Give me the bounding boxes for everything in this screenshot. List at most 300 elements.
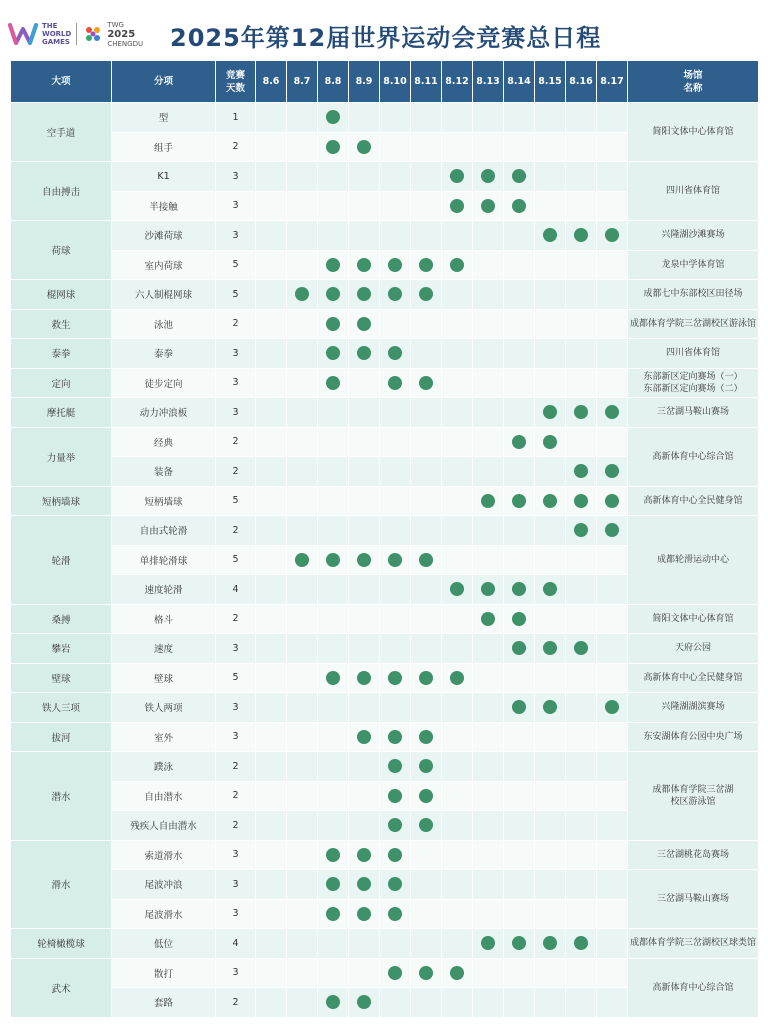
date-cell [349, 693, 380, 723]
date-cell [473, 840, 504, 870]
date-cell [504, 162, 535, 192]
date-cell [256, 545, 287, 575]
competition-day-dot-icon [512, 582, 526, 596]
venue-cell: 东安湖体育公园中央广场 [628, 722, 759, 752]
competition-day-dot-icon [357, 553, 371, 567]
days-cell: 3 [216, 162, 256, 192]
logo-left-text: THE WORLD GAMES [42, 22, 72, 46]
date-cell [566, 929, 597, 959]
date-cell [411, 132, 442, 162]
date-cell [442, 221, 473, 251]
schedule-table [10, 60, 759, 1018]
competition-day-dot-icon [574, 936, 588, 950]
date-cell [318, 457, 349, 487]
date-cell [380, 752, 411, 782]
category-cell: 救生 [11, 309, 112, 339]
date-cell [318, 250, 349, 280]
date-cell [380, 162, 411, 192]
table-row [11, 221, 759, 251]
date-cell [411, 634, 442, 664]
date-cell [318, 103, 349, 133]
table-row [11, 280, 759, 310]
venue-cell: 三岔湖桃花岛赛场 [628, 840, 759, 870]
date-cell [349, 663, 380, 693]
date-cell [349, 722, 380, 752]
date-cell [287, 427, 318, 457]
competition-day-dot-icon [388, 553, 402, 567]
date-cell [442, 339, 473, 369]
date-cell [442, 132, 473, 162]
date-cell [597, 752, 628, 782]
date-cell [504, 191, 535, 221]
days-cell: 3 [216, 221, 256, 251]
date-cell [256, 604, 287, 634]
date-cell [535, 457, 566, 487]
date-cell [380, 280, 411, 310]
date-cell [442, 781, 473, 811]
venue-cell: 高新体育中心综合馆 [628, 958, 759, 1017]
header-date: 8.13 [473, 61, 504, 103]
date-cell [380, 870, 411, 900]
table-row [11, 840, 759, 870]
date-cell [504, 368, 535, 398]
date-cell [473, 722, 504, 752]
date-cell [566, 545, 597, 575]
date-cell [287, 958, 318, 988]
days-cell: 3 [216, 870, 256, 900]
date-cell [597, 840, 628, 870]
days-cell: 5 [216, 250, 256, 280]
date-cell [287, 988, 318, 1018]
date-cell [473, 752, 504, 782]
days-cell: 2 [216, 132, 256, 162]
date-cell [411, 575, 442, 605]
date-cell [349, 840, 380, 870]
days-cell: 2 [216, 752, 256, 782]
competition-day-dot-icon [357, 671, 371, 685]
date-cell [597, 663, 628, 693]
world-games-logo [8, 20, 143, 48]
venue-cell: 龙泉中学体育馆 [628, 250, 759, 280]
date-cell [566, 693, 597, 723]
date-cell [411, 811, 442, 841]
days-cell: 1 [216, 103, 256, 133]
date-cell [597, 811, 628, 841]
date-cell [504, 103, 535, 133]
category-cell: 荷球 [11, 221, 112, 280]
venue-cell: 成都体育学院三岔湖校区球类馆 [628, 929, 759, 959]
competition-day-dot-icon [481, 582, 495, 596]
event-cell: 单排轮滑球 [112, 545, 216, 575]
date-cell [256, 368, 287, 398]
competition-day-dot-icon [574, 228, 588, 242]
date-cell [380, 958, 411, 988]
venue-cell: 简阳文体中心体育馆 [628, 103, 759, 162]
date-cell [566, 870, 597, 900]
date-cell [535, 398, 566, 428]
days-cell: 3 [216, 191, 256, 221]
date-cell [349, 575, 380, 605]
date-cell [380, 221, 411, 251]
date-cell [349, 988, 380, 1018]
date-cell [597, 899, 628, 929]
category-cell: 力量举 [11, 427, 112, 486]
category-cell: 武术 [11, 958, 112, 1017]
date-cell [566, 309, 597, 339]
date-cell [566, 486, 597, 516]
date-cell [504, 221, 535, 251]
days-cell: 2 [216, 781, 256, 811]
date-cell [535, 988, 566, 1018]
date-cell [473, 103, 504, 133]
date-cell [411, 929, 442, 959]
date-cell [380, 899, 411, 929]
date-cell [566, 722, 597, 752]
competition-day-dot-icon [512, 936, 526, 950]
date-cell [287, 722, 318, 752]
category-cell: 铁人三项 [11, 693, 112, 723]
competition-day-dot-icon [543, 936, 557, 950]
date-cell [473, 368, 504, 398]
date-cell [442, 929, 473, 959]
date-cell [349, 752, 380, 782]
date-cell [287, 457, 318, 487]
date-cell [442, 958, 473, 988]
competition-day-dot-icon [574, 464, 588, 478]
date-cell [349, 870, 380, 900]
date-cell [473, 693, 504, 723]
date-cell [411, 486, 442, 516]
date-cell [504, 132, 535, 162]
date-cell [504, 486, 535, 516]
header-days: 竞赛 天数 [216, 61, 256, 103]
competition-day-dot-icon [357, 730, 371, 744]
logo-right-text: TWG 2025 CHENGDU [107, 20, 144, 48]
category-cell: 潜水 [11, 752, 112, 841]
date-cell [504, 280, 535, 310]
competition-day-dot-icon [481, 936, 495, 950]
date-cell [287, 250, 318, 280]
event-cell: 残疾人自由潜水 [112, 811, 216, 841]
competition-day-dot-icon [543, 405, 557, 419]
date-cell [287, 132, 318, 162]
date-cell [535, 693, 566, 723]
competition-day-dot-icon [326, 287, 340, 301]
header-date: 8.16 [566, 61, 597, 103]
competition-day-dot-icon [419, 789, 433, 803]
date-cell [597, 693, 628, 723]
date-cell [349, 811, 380, 841]
date-cell [504, 663, 535, 693]
competition-day-dot-icon [357, 848, 371, 862]
days-cell: 5 [216, 280, 256, 310]
date-cell [256, 339, 287, 369]
date-cell [597, 339, 628, 369]
date-cell [380, 103, 411, 133]
venue-cell: 成都体育学院三岔湖 校区游泳馆 [628, 752, 759, 841]
date-cell [504, 427, 535, 457]
date-cell [566, 840, 597, 870]
date-cell [566, 191, 597, 221]
date-cell [566, 250, 597, 280]
days-cell: 4 [216, 575, 256, 605]
table-row [11, 722, 759, 752]
date-cell [473, 486, 504, 516]
table-row [11, 368, 759, 398]
date-cell [442, 280, 473, 310]
date-cell [318, 132, 349, 162]
date-cell [597, 634, 628, 664]
date-cell [504, 693, 535, 723]
table-row [11, 604, 759, 634]
competition-day-dot-icon [543, 700, 557, 714]
date-cell [349, 162, 380, 192]
date-cell [380, 604, 411, 634]
date-cell [504, 899, 535, 929]
table-row [11, 634, 759, 664]
competition-day-dot-icon [543, 228, 557, 242]
days-cell: 4 [216, 929, 256, 959]
date-cell [597, 368, 628, 398]
date-cell [442, 103, 473, 133]
date-cell [442, 693, 473, 723]
date-cell [349, 280, 380, 310]
date-cell [411, 250, 442, 280]
date-cell [318, 988, 349, 1018]
date-cell [535, 958, 566, 988]
date-cell [535, 752, 566, 782]
event-cell: 沙滩荷球 [112, 221, 216, 251]
competition-day-dot-icon [543, 435, 557, 449]
competition-day-dot-icon [419, 376, 433, 390]
date-cell [535, 339, 566, 369]
date-cell [380, 398, 411, 428]
world-games-w-icon [8, 21, 38, 47]
date-cell [256, 722, 287, 752]
days-cell: 2 [216, 811, 256, 841]
date-cell [380, 545, 411, 575]
competition-day-dot-icon [326, 877, 340, 891]
competition-day-dot-icon [295, 287, 309, 301]
date-cell [318, 162, 349, 192]
date-cell [318, 427, 349, 457]
date-cell [256, 899, 287, 929]
date-cell [287, 634, 318, 664]
date-cell [380, 457, 411, 487]
date-cell [349, 103, 380, 133]
competition-day-dot-icon [388, 258, 402, 272]
date-cell [349, 929, 380, 959]
header-date: 8.14 [504, 61, 535, 103]
date-cell [349, 132, 380, 162]
competition-day-dot-icon [512, 435, 526, 449]
date-cell [535, 309, 566, 339]
competition-day-dot-icon [543, 641, 557, 655]
date-cell [287, 899, 318, 929]
date-cell [287, 191, 318, 221]
table-row [11, 309, 759, 339]
date-cell [597, 575, 628, 605]
date-cell [597, 870, 628, 900]
event-cell: 套路 [112, 988, 216, 1018]
date-cell [349, 309, 380, 339]
date-cell [597, 280, 628, 310]
category-cell: 摩托艇 [11, 398, 112, 428]
date-cell [256, 486, 287, 516]
competition-day-dot-icon [419, 671, 433, 685]
date-cell [411, 693, 442, 723]
date-cell [566, 958, 597, 988]
competition-day-dot-icon [512, 612, 526, 626]
date-cell [566, 634, 597, 664]
date-cell [504, 811, 535, 841]
date-cell [473, 191, 504, 221]
date-cell [442, 398, 473, 428]
date-cell [442, 752, 473, 782]
venue-cell: 四川省体育馆 [628, 339, 759, 369]
event-cell: 动力冲浪板 [112, 398, 216, 428]
date-cell [411, 309, 442, 339]
date-cell [411, 191, 442, 221]
date-cell [473, 398, 504, 428]
date-cell [318, 781, 349, 811]
date-cell [380, 840, 411, 870]
date-cell [349, 398, 380, 428]
date-cell [318, 840, 349, 870]
date-cell [380, 309, 411, 339]
event-cell: K1 [112, 162, 216, 192]
page-title: 2025年第12届世界运动会竞赛总日程 [170, 24, 602, 52]
days-cell: 2 [216, 604, 256, 634]
event-cell: 经典 [112, 427, 216, 457]
event-cell: 自由潜水 [112, 781, 216, 811]
date-cell [380, 516, 411, 546]
venue-cell: 简阳文体中心体育馆 [628, 604, 759, 634]
header-event: 分项 [112, 61, 216, 103]
date-cell [566, 811, 597, 841]
date-cell [473, 162, 504, 192]
competition-day-dot-icon [543, 582, 557, 596]
date-cell [473, 870, 504, 900]
date-cell [473, 929, 504, 959]
event-cell: 索道滑水 [112, 840, 216, 870]
competition-day-dot-icon [388, 759, 402, 773]
competition-day-dot-icon [481, 612, 495, 626]
date-cell [380, 427, 411, 457]
competition-day-dot-icon [388, 376, 402, 390]
date-cell [504, 604, 535, 634]
date-cell [504, 545, 535, 575]
days-cell: 3 [216, 840, 256, 870]
date-cell [597, 988, 628, 1018]
date-cell [256, 929, 287, 959]
competition-day-dot-icon [357, 995, 371, 1009]
date-cell [318, 929, 349, 959]
date-cell [380, 339, 411, 369]
date-cell [349, 250, 380, 280]
competition-day-dot-icon [357, 287, 371, 301]
venue-cell: 兴隆湖湖滨赛场 [628, 693, 759, 723]
competition-day-dot-icon [450, 671, 464, 685]
date-cell [256, 309, 287, 339]
competition-day-dot-icon [326, 317, 340, 331]
category-cell: 攀岩 [11, 634, 112, 664]
date-cell [566, 781, 597, 811]
date-cell [597, 191, 628, 221]
page-header [0, 0, 768, 60]
date-cell [256, 516, 287, 546]
date-cell [287, 781, 318, 811]
date-cell [349, 221, 380, 251]
date-cell [411, 280, 442, 310]
date-cell [442, 545, 473, 575]
date-cell [380, 250, 411, 280]
competition-day-dot-icon [481, 494, 495, 508]
date-cell [349, 604, 380, 634]
date-cell [287, 575, 318, 605]
competition-day-dot-icon [326, 907, 340, 921]
date-cell [287, 280, 318, 310]
venue-cell: 东部新区定向赛场（一） 东部新区定向赛场（二） [628, 368, 759, 398]
date-cell [411, 427, 442, 457]
date-cell [380, 693, 411, 723]
date-cell [504, 958, 535, 988]
date-cell [504, 870, 535, 900]
date-cell [287, 486, 318, 516]
date-cell [411, 604, 442, 634]
date-cell [287, 545, 318, 575]
date-cell [473, 132, 504, 162]
date-cell [256, 191, 287, 221]
competition-day-dot-icon [512, 494, 526, 508]
category-cell: 拔河 [11, 722, 112, 752]
table-row [11, 250, 759, 280]
date-cell [349, 486, 380, 516]
date-cell [411, 103, 442, 133]
date-cell [442, 604, 473, 634]
date-cell [535, 191, 566, 221]
competition-day-dot-icon [419, 258, 433, 272]
event-cell: 壁球 [112, 663, 216, 693]
date-cell [535, 545, 566, 575]
date-cell [566, 427, 597, 457]
date-cell [287, 103, 318, 133]
competition-day-dot-icon [605, 228, 619, 242]
date-cell [256, 870, 287, 900]
event-cell: 散打 [112, 958, 216, 988]
date-cell [318, 752, 349, 782]
date-cell [442, 811, 473, 841]
logo-divider [76, 23, 77, 45]
date-cell [597, 427, 628, 457]
date-cell [287, 339, 318, 369]
date-cell [504, 840, 535, 870]
competition-day-dot-icon [388, 671, 402, 685]
date-cell [256, 398, 287, 428]
date-cell [597, 398, 628, 428]
days-cell: 2 [216, 309, 256, 339]
date-cell [535, 575, 566, 605]
date-cell [287, 663, 318, 693]
date-cell [256, 162, 287, 192]
date-cell [349, 634, 380, 664]
date-cell [380, 486, 411, 516]
competition-day-dot-icon [326, 346, 340, 360]
date-cell [287, 398, 318, 428]
date-cell [442, 634, 473, 664]
date-cell [349, 899, 380, 929]
date-cell [473, 250, 504, 280]
